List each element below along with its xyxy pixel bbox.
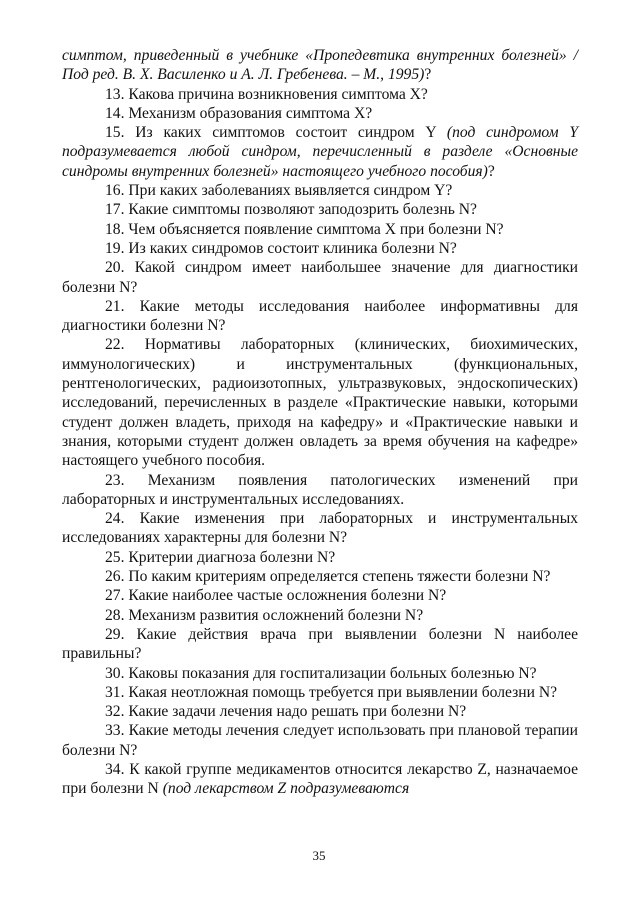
text-span: 34. К какой группе медикаментов относится лекарство Z, назначаемое при болезни N	[62, 760, 578, 798]
paragraph	[62, 239, 578, 258]
text-span: 21. Какие методы исследования наиболее информативны для диагностики болезни N?	[62, 297, 578, 335]
text-span: ?	[487, 162, 495, 180]
paragraph	[62, 123, 578, 181]
paragraph	[62, 567, 578, 586]
paragraph	[62, 220, 578, 239]
text-span: 18. Чем объясняется появление симптома X при болезни N?	[105, 220, 504, 238]
text-span: 13. Какова причина возникновения симптома X?	[105, 85, 428, 103]
text-span: 16. При каких заболеваниях выявляется синдром Y?	[105, 182, 453, 200]
italic-text: симптом, приведенный в учебнике «Пропедевтика внутренних болезней» / Под ред. В. Х. Василенко и А. Л. Гребенева. – М., 1995)	[62, 47, 578, 84]
italic-text: (под лекарством Z подразумеваются	[162, 780, 410, 798]
paragraph	[62, 471, 578, 510]
text-span: 31. Какая неотложная помощь требуется при выявлении болезни N?	[105, 683, 558, 701]
text-span: 29. Какие действия врача при выявлении болезни N наиболее правильны?	[62, 625, 578, 663]
text-span: 32. Какие задачи лечения надо решать при болезни N?	[105, 703, 467, 721]
text-span: 24. Какие изменения при лабораторных и инструментальных исследованиях характерны для болезни N?	[62, 510, 578, 547]
text-span: 14. Механизм образования симптома X?	[105, 104, 373, 122]
document-page	[62, 46, 578, 799]
page-number: 35	[312, 848, 326, 863]
text-span: 23. Механизм появления патологических изменений при лабораторных и инструментальных исследованиях.	[62, 471, 578, 508]
paragraph	[62, 509, 578, 548]
paragraph	[62, 85, 578, 104]
paragraph	[62, 625, 578, 664]
text-span: 15. Из каких симптомов состоит синдром Y	[105, 124, 447, 142]
text-span: 25. Критерии диагноза болезни N?	[105, 548, 336, 566]
text-span: 33. Какие методы лечения следует использовать при плановой терапии болезни N?	[62, 722, 578, 759]
paragraph	[62, 606, 578, 625]
paragraph	[62, 664, 578, 683]
text-span: 22. Нормативы лабораторных (клинических, биохимических, иммунологических) и инструментальных (функциональных, рентгенологических, радиоизотопных, ультразвуковых, эндоскопических) исследований, перечисленных в разделе «Практические навыки, которыми студент должен владеть, приходя на кафедру» и «Практические навыки и знания, которыми студент должен овладеть за время обучения на кафедре» настоящего учебного пособия.	[62, 336, 578, 470]
text-span: 27. Какие наиболее частые осложнения болезни N?	[105, 587, 447, 605]
paragraph	[62, 335, 578, 470]
paragraph	[62, 702, 578, 721]
text-span: ?	[424, 66, 432, 84]
text-span: 26. По каким критериям определяется степень тяжести болезни N?	[105, 568, 551, 586]
paragraph	[62, 258, 578, 297]
paragraph	[62, 297, 578, 336]
text-span: 20. Какой синдром имеет наибольшее значение для диагностики болезни N?	[62, 259, 578, 296]
paragraph	[62, 200, 578, 219]
italic-text: (под синдромом Y подразумевается любой синдром, перечисленный в разделе «Основные синдромы внутренних болезней» настоящего учебного пособия)	[62, 124, 578, 180]
text-span: 19. Из каких синдромов состоит клиника болезни N?	[105, 239, 457, 257]
paragraph	[62, 46, 578, 85]
text-span: 28. Механизм развития осложнений болезни N?	[105, 606, 424, 624]
text-span: 17. Какие симптомы позволяют заподозрить болезнь N?	[105, 201, 477, 219]
paragraph	[62, 104, 578, 123]
paragraph	[62, 181, 578, 200]
paragraph	[62, 760, 578, 799]
text-span: 30. Каковы показания для госпитализации больных болезнью N?	[105, 664, 537, 682]
paragraph	[62, 721, 578, 760]
paragraph	[62, 683, 578, 702]
paragraph	[62, 548, 578, 567]
paragraph	[62, 586, 578, 605]
